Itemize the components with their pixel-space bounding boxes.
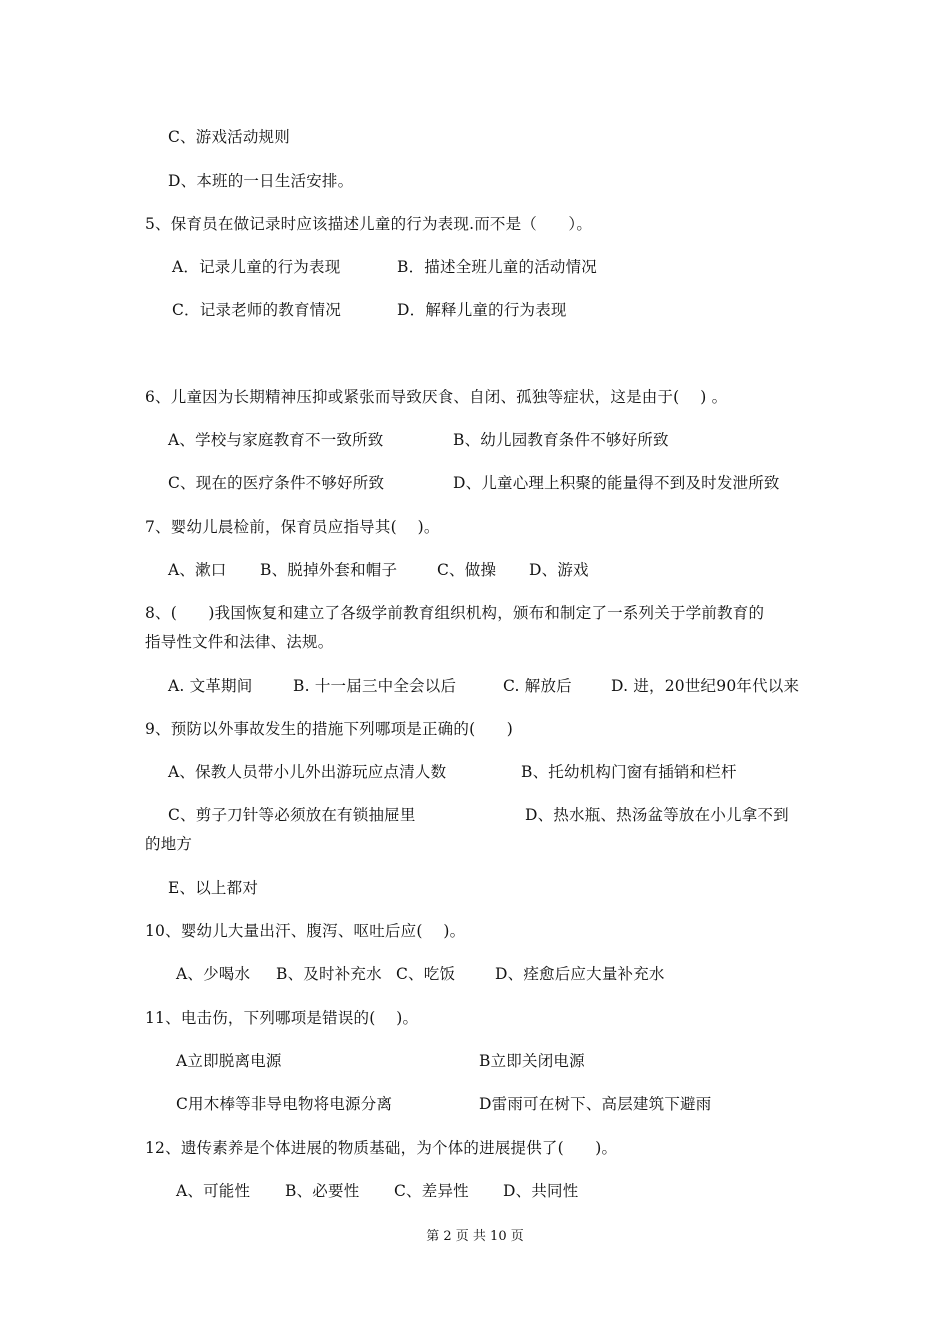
- option-11d: D雷雨可在树下、高层建筑下避雨: [479, 1095, 712, 1113]
- option-6b: B、幼儿园教育条件不够好所致: [453, 431, 669, 449]
- option-5c: C．记录老师的教育情况: [172, 301, 342, 319]
- option-6c: C、现在的医疗条件不够好所致: [168, 474, 385, 492]
- option-12a: A、可能性: [176, 1182, 251, 1200]
- option-7d: D、游戏: [529, 561, 589, 579]
- question-5: 5、保育员在做记录时应该描述儿童的行为表现.而不是（ ）。: [145, 215, 593, 233]
- option-8c: C. 解放后: [503, 677, 572, 695]
- option-9c: C、剪子刀针等必须放在有锁抽屉里: [168, 806, 416, 824]
- question-9: 9、预防以外事故发生的措施下列哪项是正确的( ): [145, 720, 513, 738]
- question-11: 11、电击伤，下列哪项是错误的( )。: [145, 1009, 419, 1027]
- option-10b: B、及时补充水: [276, 965, 382, 983]
- option-6d: D、儿童心理上积聚的能量得不到及时发泄所致: [453, 474, 780, 492]
- option-5a: A．记录儿童的行为表现: [172, 258, 341, 276]
- option-7a: A、漱口: [168, 561, 227, 579]
- option-7c: C、做操: [437, 561, 497, 579]
- option-9d-continued: 的地方: [145, 835, 193, 853]
- option-9e: E、以上都对: [168, 879, 259, 897]
- option-8d: D. 进，20世纪90年代以来: [611, 677, 800, 695]
- option-4d: D、本班的一日生活安排。: [168, 172, 354, 190]
- question-10: 10、婴幼儿大量出汗、腹泻、呕吐后应( )。: [145, 922, 466, 940]
- option-5b: B．描述全班儿童的活动情况: [397, 258, 597, 276]
- option-11c: C用木棒等非导电物将电源分离: [176, 1095, 393, 1113]
- question-8-continued: 指导性文件和法律、法规。: [145, 633, 334, 651]
- question-8: 8、( )我国恢复和建立了各级学前教育组织机构，颁布和制定了一系列关于学前教育的: [145, 604, 765, 622]
- option-12c: C、差异性: [394, 1182, 469, 1200]
- option-7b: B、脱掉外套和帽子: [260, 561, 398, 579]
- option-11a: A立即脱离电源: [176, 1052, 282, 1070]
- question-7: 7、婴幼儿晨检前，保育员应指导其( )。: [145, 518, 440, 536]
- option-12d: D、共同性: [503, 1182, 579, 1200]
- option-8b: B. 十一届三中全会以后: [293, 677, 457, 695]
- option-12b: B、必要性: [285, 1182, 360, 1200]
- option-6a: A、学校与家庭教育不一致所致: [168, 431, 384, 449]
- option-10a: A、少喝水: [176, 965, 251, 983]
- question-6: 6、儿童因为长期精神压抑或紧张而导致厌食、自闭、孤独等症状，这是由于( ) 。: [145, 388, 728, 406]
- option-10d: D、痊愈后应大量补充水: [495, 965, 665, 983]
- option-11b: B立即关闭电源: [479, 1052, 585, 1070]
- option-9b: B、托幼机构门窗有插销和栏杆: [521, 763, 737, 781]
- option-4c: C、游戏活动规则: [168, 128, 290, 146]
- page-footer: 第 2 页 共 10 页: [426, 1229, 524, 1244]
- option-10c: C、吃饭: [396, 965, 456, 983]
- option-5d: D．解释儿童的行为表现: [397, 301, 567, 319]
- question-12: 12、遗传素养是个体进展的物质基础，为个体的进展提供了( )。: [145, 1139, 618, 1157]
- option-8a: A. 文革期间: [168, 677, 253, 695]
- option-9d: D、热水瓶、热汤盆等放在小儿拿不到: [525, 806, 789, 824]
- option-9a: A、保教人员带小儿外出游玩应点清人数: [168, 763, 447, 781]
